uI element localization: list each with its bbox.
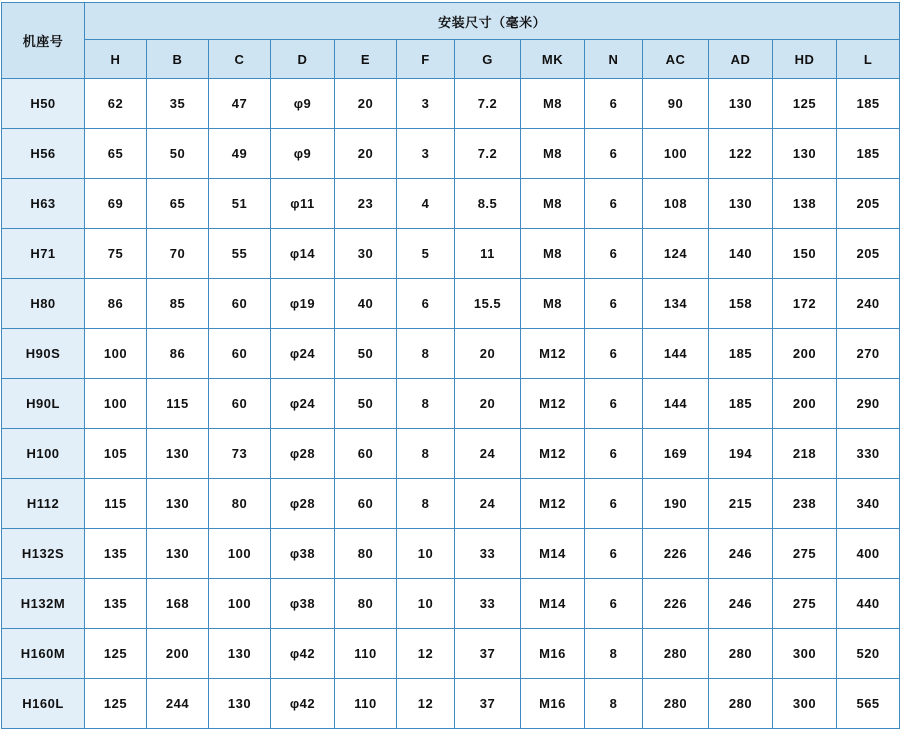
table-row	[2, 429, 900, 479]
cell-ad: 158	[709, 279, 773, 329]
cell-g: 24	[455, 429, 521, 479]
cell-c: 51	[209, 179, 271, 229]
cell-d: φ9	[271, 79, 335, 129]
cell-d: φ28	[271, 479, 335, 529]
cell-ac: 124	[643, 229, 709, 279]
cell-e: 110	[335, 679, 397, 729]
cell-b: 65	[147, 179, 209, 229]
table-row	[2, 229, 900, 279]
row-frame-label: H56	[2, 129, 85, 179]
table-row	[2, 129, 900, 179]
cell-l: 290	[837, 379, 900, 429]
cell-b: 85	[147, 279, 209, 329]
cell-c: 80	[209, 479, 271, 529]
cell-mk: M8	[521, 279, 585, 329]
cell-n: 6	[585, 79, 643, 129]
cell-h: 100	[85, 379, 147, 429]
cell-mk: M16	[521, 629, 585, 679]
cell-h: 65	[85, 129, 147, 179]
cell-mk: M16	[521, 679, 585, 729]
cell-b: 168	[147, 579, 209, 629]
cell-l: 205	[837, 229, 900, 279]
cell-ad: 280	[709, 679, 773, 729]
cell-e: 80	[335, 529, 397, 579]
cell-ac: 108	[643, 179, 709, 229]
cell-g: 33	[455, 579, 521, 629]
cell-f: 8	[397, 379, 455, 429]
cell-e: 60	[335, 479, 397, 529]
cell-mk: M8	[521, 79, 585, 129]
table-row	[2, 379, 900, 429]
cell-ad: 215	[709, 479, 773, 529]
mounting-dimensions-table	[1, 2, 900, 729]
cell-d: φ38	[271, 529, 335, 579]
cell-n: 6	[585, 379, 643, 429]
cell-f: 12	[397, 629, 455, 679]
cell-n: 6	[585, 479, 643, 529]
cell-ad: 122	[709, 129, 773, 179]
cell-e: 30	[335, 229, 397, 279]
cell-ac: 144	[643, 379, 709, 429]
cell-f: 3	[397, 79, 455, 129]
cell-c: 47	[209, 79, 271, 129]
cell-l: 205	[837, 179, 900, 229]
cell-c: 130	[209, 679, 271, 729]
header-col-c: C	[209, 40, 271, 79]
cell-ac: 226	[643, 529, 709, 579]
cell-l: 400	[837, 529, 900, 579]
cell-b: 244	[147, 679, 209, 729]
cell-l: 520	[837, 629, 900, 679]
cell-d: φ14	[271, 229, 335, 279]
cell-ad: 130	[709, 79, 773, 129]
cell-l: 270	[837, 329, 900, 379]
cell-hd: 300	[773, 679, 837, 729]
cell-d: φ19	[271, 279, 335, 329]
row-frame-label: H160L	[2, 679, 85, 729]
row-frame-label: H63	[2, 179, 85, 229]
table-row	[2, 79, 900, 129]
cell-n: 6	[585, 229, 643, 279]
cell-l: 340	[837, 479, 900, 529]
cell-ac: 169	[643, 429, 709, 479]
row-frame-label: H50	[2, 79, 85, 129]
cell-e: 80	[335, 579, 397, 629]
cell-c: 55	[209, 229, 271, 279]
header-col-g: G	[455, 40, 521, 79]
cell-ac: 100	[643, 129, 709, 179]
table-row	[2, 579, 900, 629]
cell-f: 4	[397, 179, 455, 229]
cell-mk: M12	[521, 429, 585, 479]
cell-b: 200	[147, 629, 209, 679]
header-row-group	[2, 3, 900, 40]
cell-d: φ24	[271, 329, 335, 379]
cell-l: 185	[837, 79, 900, 129]
header-col-h: H	[85, 40, 147, 79]
cell-c: 60	[209, 329, 271, 379]
cell-hd: 200	[773, 379, 837, 429]
row-frame-label: H90S	[2, 329, 85, 379]
cell-n: 8	[585, 679, 643, 729]
cell-b: 130	[147, 429, 209, 479]
header-col-e: E	[335, 40, 397, 79]
cell-h: 115	[85, 479, 147, 529]
table-row	[2, 479, 900, 529]
cell-b: 35	[147, 79, 209, 129]
cell-f: 10	[397, 529, 455, 579]
cell-ad: 185	[709, 379, 773, 429]
cell-g: 8.5	[455, 179, 521, 229]
cell-l: 565	[837, 679, 900, 729]
cell-c: 73	[209, 429, 271, 479]
cell-hd: 238	[773, 479, 837, 529]
cell-g: 15.5	[455, 279, 521, 329]
cell-f: 8	[397, 429, 455, 479]
cell-n: 6	[585, 179, 643, 229]
cell-e: 50	[335, 329, 397, 379]
cell-g: 37	[455, 629, 521, 679]
cell-ad: 130	[709, 179, 773, 229]
cell-n: 6	[585, 429, 643, 479]
cell-h: 62	[85, 79, 147, 129]
cell-mk: M12	[521, 379, 585, 429]
cell-b: 130	[147, 479, 209, 529]
cell-mk: M14	[521, 529, 585, 579]
cell-c: 60	[209, 379, 271, 429]
cell-hd: 300	[773, 629, 837, 679]
cell-hd: 150	[773, 229, 837, 279]
cell-e: 40	[335, 279, 397, 329]
cell-ac: 280	[643, 629, 709, 679]
cell-g: 20	[455, 379, 521, 429]
cell-ac: 144	[643, 329, 709, 379]
cell-e: 23	[335, 179, 397, 229]
header-col-l: L	[837, 40, 900, 79]
cell-g: 33	[455, 529, 521, 579]
cell-e: 20	[335, 129, 397, 179]
cell-c: 100	[209, 579, 271, 629]
cell-n: 6	[585, 129, 643, 179]
header-frame-number: 机座号	[2, 3, 85, 79]
cell-e: 50	[335, 379, 397, 429]
cell-ad: 246	[709, 529, 773, 579]
cell-g: 37	[455, 679, 521, 729]
header-col-f: F	[397, 40, 455, 79]
table-header	[2, 3, 900, 79]
cell-hd: 125	[773, 79, 837, 129]
cell-d: φ24	[271, 379, 335, 429]
cell-ac: 190	[643, 479, 709, 529]
row-frame-label: H160M	[2, 629, 85, 679]
row-frame-label: H132S	[2, 529, 85, 579]
cell-ac: 280	[643, 679, 709, 729]
table-row	[2, 179, 900, 229]
cell-hd: 218	[773, 429, 837, 479]
table-row	[2, 279, 900, 329]
cell-c: 130	[209, 629, 271, 679]
cell-g: 7.2	[455, 79, 521, 129]
cell-c: 100	[209, 529, 271, 579]
cell-c: 60	[209, 279, 271, 329]
cell-h: 105	[85, 429, 147, 479]
cell-h: 125	[85, 629, 147, 679]
cell-d: φ38	[271, 579, 335, 629]
cell-f: 5	[397, 229, 455, 279]
cell-mk: M8	[521, 129, 585, 179]
cell-hd: 275	[773, 529, 837, 579]
cell-f: 6	[397, 279, 455, 329]
cell-e: 20	[335, 79, 397, 129]
cell-f: 8	[397, 329, 455, 379]
cell-ad: 246	[709, 579, 773, 629]
cell-hd: 138	[773, 179, 837, 229]
cell-ad: 185	[709, 329, 773, 379]
cell-h: 125	[85, 679, 147, 729]
table-row	[2, 679, 900, 729]
cell-hd: 172	[773, 279, 837, 329]
table-body	[2, 79, 900, 729]
header-col-ad: AD	[709, 40, 773, 79]
cell-ad: 140	[709, 229, 773, 279]
cell-n: 8	[585, 629, 643, 679]
cell-f: 12	[397, 679, 455, 729]
row-frame-label: H90L	[2, 379, 85, 429]
header-col-b: B	[147, 40, 209, 79]
header-col-n: N	[585, 40, 643, 79]
row-frame-label: H132M	[2, 579, 85, 629]
cell-b: 115	[147, 379, 209, 429]
cell-h: 135	[85, 529, 147, 579]
header-col-ac: AC	[643, 40, 709, 79]
cell-d: φ42	[271, 629, 335, 679]
cell-h: 135	[85, 579, 147, 629]
cell-l: 440	[837, 579, 900, 629]
cell-mk: M8	[521, 229, 585, 279]
header-row-columns	[2, 40, 900, 79]
header-col-hd: HD	[773, 40, 837, 79]
cell-n: 6	[585, 579, 643, 629]
cell-g: 7.2	[455, 129, 521, 179]
cell-l: 185	[837, 129, 900, 179]
table-row	[2, 629, 900, 679]
cell-f: 10	[397, 579, 455, 629]
cell-c: 49	[209, 129, 271, 179]
cell-f: 3	[397, 129, 455, 179]
cell-mk: M8	[521, 179, 585, 229]
cell-ad: 280	[709, 629, 773, 679]
cell-g: 24	[455, 479, 521, 529]
cell-n: 6	[585, 329, 643, 379]
cell-d: φ28	[271, 429, 335, 479]
cell-mk: M14	[521, 579, 585, 629]
row-frame-label: H100	[2, 429, 85, 479]
cell-f: 8	[397, 479, 455, 529]
cell-g: 20	[455, 329, 521, 379]
cell-h: 75	[85, 229, 147, 279]
cell-b: 70	[147, 229, 209, 279]
cell-b: 50	[147, 129, 209, 179]
cell-hd: 130	[773, 129, 837, 179]
header-mounting-dimensions: 安装尺寸（毫米）	[85, 3, 900, 40]
cell-e: 60	[335, 429, 397, 479]
cell-n: 6	[585, 529, 643, 579]
cell-ac: 226	[643, 579, 709, 629]
cell-d: φ42	[271, 679, 335, 729]
cell-hd: 275	[773, 579, 837, 629]
cell-b: 86	[147, 329, 209, 379]
row-frame-label: H71	[2, 229, 85, 279]
cell-l: 240	[837, 279, 900, 329]
cell-ad: 194	[709, 429, 773, 479]
cell-h: 86	[85, 279, 147, 329]
row-frame-label: H112	[2, 479, 85, 529]
cell-mk: M12	[521, 479, 585, 529]
table-row	[2, 529, 900, 579]
header-col-d: D	[271, 40, 335, 79]
cell-hd: 200	[773, 329, 837, 379]
cell-h: 100	[85, 329, 147, 379]
row-frame-label: H80	[2, 279, 85, 329]
cell-d: φ9	[271, 129, 335, 179]
cell-g: 11	[455, 229, 521, 279]
cell-e: 110	[335, 629, 397, 679]
cell-b: 130	[147, 529, 209, 579]
cell-mk: M12	[521, 329, 585, 379]
cell-h: 69	[85, 179, 147, 229]
header-col-mk: MK	[521, 40, 585, 79]
cell-l: 330	[837, 429, 900, 479]
table-row	[2, 329, 900, 379]
cell-d: φ11	[271, 179, 335, 229]
cell-ac: 134	[643, 279, 709, 329]
cell-ac: 90	[643, 79, 709, 129]
cell-n: 6	[585, 279, 643, 329]
